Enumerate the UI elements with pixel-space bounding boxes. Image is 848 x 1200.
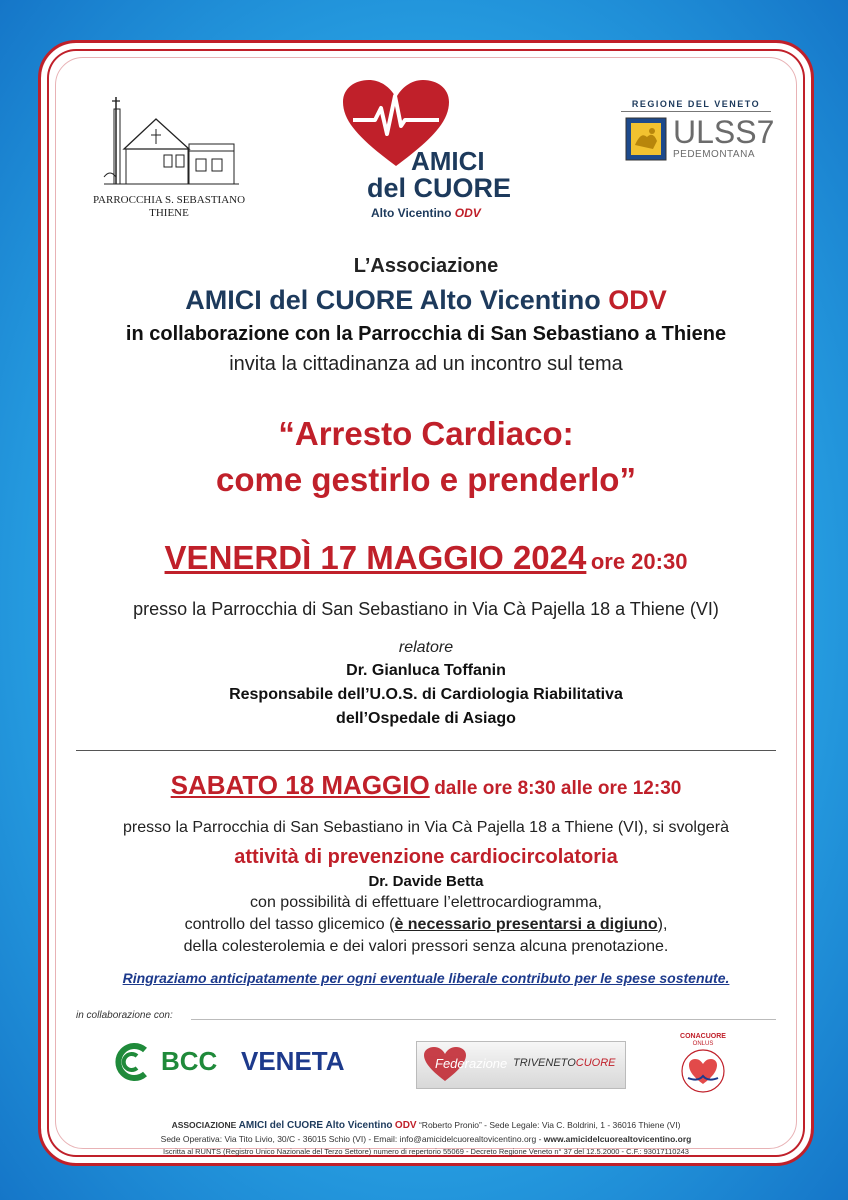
alto-vicentino-text: Alto Vicentino	[371, 206, 452, 220]
speaker-name: Dr. Gianluca Toffanin	[346, 662, 506, 679]
collaboration-label: in collaborazione con:	[76, 1010, 173, 1021]
collaboration-line: in collaborazione con la Parrocchia di San Sebastiano a Thiene	[125, 323, 727, 345]
thanks-line: Ringraziamo anticipatamente per ogni eventuale liberale contributo per le spese sostenute.	[122, 970, 730, 986]
footer-line-1	[41, 1119, 811, 1132]
parrocchia-city: THIENE	[149, 207, 189, 219]
topic-line-1: “Arresto Cardiaco:	[278, 415, 574, 452]
relatore-label: relatore	[398, 639, 454, 656]
topic-line-2: come gestirlo e prenderlo”	[216, 461, 636, 498]
associazione-label: L’Associazione	[353, 255, 499, 277]
event1-place: presso la Parrocchia di San Sebastiano in Via Cà Pajella 18 a Thiene (VI)	[133, 599, 719, 619]
event1-date: VENERDÌ 17 MAGGIO 2024	[164, 539, 587, 576]
regione-text: REGIONE DEL VENETO	[631, 99, 761, 109]
event2-heading	[41, 770, 811, 801]
section-divider	[76, 750, 776, 751]
footer-sede-legale: “Roberto Pronio” - Sede Legale: Via C. Boldrini, 1 - 36016 Thiene (VI)	[418, 1120, 681, 1130]
ulss7-text: ULSS7	[673, 114, 775, 150]
event2-line-2c: ),	[657, 916, 668, 933]
conacuore-logo	[673, 1033, 733, 1095]
footer-odv: ODV	[394, 1120, 417, 1131]
amici-del-cuore-logo	[331, 78, 521, 243]
ulss-divider	[621, 111, 771, 112]
lion-of-saint-mark-icon	[625, 117, 667, 161]
sponsor-divider	[191, 1019, 776, 1020]
bcc-icon	[111, 1040, 155, 1084]
federazione-logo	[416, 1041, 626, 1089]
event2-doctor: Dr. Davide Betta	[368, 873, 484, 890]
speaker-role-1: Responsabile dell’U.O.S. di Cardiologia Riabilitativa	[229, 686, 623, 703]
footer-sede-operativa: Sede Operativa: Via Tito Livio, 30/C - 36015 Schio (VI) - Email: info@amicidelcuorealtovicentino.org -	[160, 1134, 542, 1144]
conacuore-text: CONACUORE	[680, 1033, 726, 1040]
church-icon	[94, 89, 244, 189]
footer-associazione: ASSOCIAZIONE	[171, 1120, 237, 1130]
speaker-role-2: dell’Ospedale di Asiago	[336, 710, 516, 727]
parrocchia-caption: PARROCCHIA S. SEBASTIANO	[92, 194, 246, 206]
event2-line-2a: controllo del tasso glicemico (	[184, 916, 395, 933]
event2-time: dalle ore 8:30 alle ore 12:30	[434, 778, 682, 799]
conacuore-hands-icon	[680, 1048, 726, 1094]
fasting-note: è necessario presentarsi a digiuno	[394, 916, 658, 933]
onlus-text: ONLUS	[692, 1041, 714, 1047]
ulss7-logo	[621, 99, 775, 209]
bcc-veneta-logo	[111, 1038, 371, 1088]
triveneto-text: TRIVENETO	[513, 1057, 576, 1069]
event2-line-2	[41, 916, 811, 934]
bcc-text: BCC	[161, 1046, 218, 1076]
event2-line-1: con possibilità di effettuare l’elettrocardiogramma,	[250, 894, 602, 911]
del-cuore-word: del CUORE	[367, 173, 512, 203]
event2-line-3: della colesterolemia e dei valori pressori senza alcuna prenotazione.	[183, 938, 669, 955]
cuore-text: CUORE	[575, 1057, 616, 1069]
association-odv: ODV	[608, 285, 667, 315]
footer-name: AMICI del CUORE Alto Vicentino	[238, 1120, 393, 1131]
association-name	[41, 285, 811, 316]
amici-word: AMICI	[411, 146, 485, 176]
veneta-text: VENETA	[241, 1046, 345, 1076]
association-name-text: AMICI del CUORE Alto Vicentino	[185, 285, 601, 315]
pedemontana-text: PEDEMONTANA	[673, 149, 755, 160]
poster-frame	[38, 40, 814, 1166]
event2-place: presso la Parrocchia di San Sebastiano in Via Cà Pajella 18 a Thiene (VI), si svolgerà	[123, 819, 729, 836]
parrocchia-logo	[89, 89, 249, 229]
event1-time: ore 20:30	[590, 549, 688, 574]
odv-text: ODV	[454, 206, 481, 220]
triveneto-cuore	[513, 1057, 616, 1069]
event2-date: SABATO 18 MAGGIO	[170, 770, 430, 800]
federazione-text: Federazione	[435, 1056, 508, 1071]
footer-website: www.amicidelcuorealtovicentino.org	[543, 1134, 692, 1144]
event2-activity: attività di prevenzione cardiocircolatoria	[234, 846, 618, 868]
footer-line-3: Iscritta al RUNTS (Registro Unico Nazionale del Terzo Settore) numero di repertorio 55069 - Decreto Regione Veneto n° 37 del 12.5.2000 - C.F.: 93017110243	[163, 1147, 689, 1156]
invite-line: invita la cittadinanza ad un incontro sul tema	[229, 353, 623, 375]
event1-heading	[41, 539, 811, 577]
alto-vicentino-word	[371, 206, 481, 220]
footer-line-2	[41, 1133, 811, 1145]
